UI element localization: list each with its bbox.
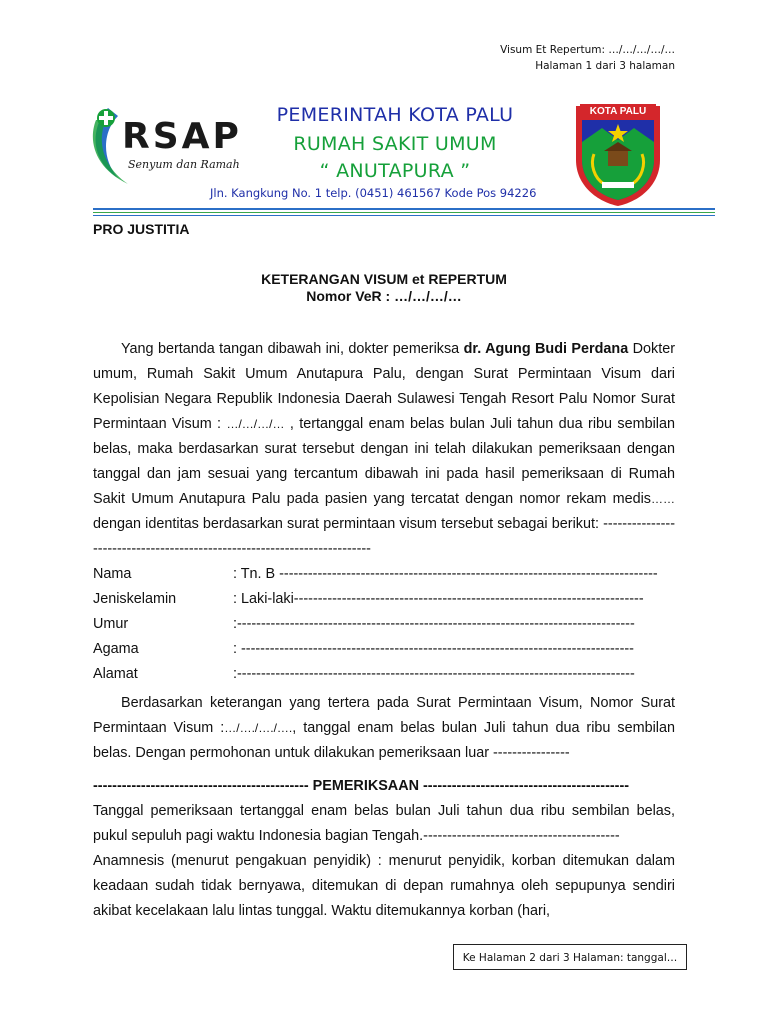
- header-rule-blue-thin: [93, 215, 715, 216]
- field-row-alamat: Alamat :-----------------------------------------------------------------------------------: [93, 666, 635, 682]
- document-title-block: [93, 271, 675, 305]
- page-info: Halaman 1 dari 3 halaman: [535, 60, 675, 72]
- doctor-name: dr. Agung Budi Perdana: [463, 341, 629, 357]
- hospital-address: Jln. Kangkung No. 1 telp. (0451) 461567 Kode Pos 94226: [210, 186, 537, 200]
- document-title: KETERANGAN VISUM et REPERTUM: [261, 271, 507, 287]
- rsap-logo-text: RSAP: [122, 116, 242, 157]
- field-row-nama: Nama : Tn. B -------------------------------------------------------------------------------: [93, 566, 658, 582]
- hospital-title: RUMAH SAKIT UMUM: [293, 133, 497, 155]
- section-heading-pemeriksaan: --------------------------------------------- PEMERIKSAAN -------------------------------------------: [93, 778, 630, 794]
- next-page-note: Ke Halaman 2 dari 3 Halaman: tanggal…: [453, 944, 687, 970]
- emblem-label: KOTA PALU: [589, 106, 647, 117]
- header-rule-green: [93, 212, 715, 213]
- document-header: [500, 42, 675, 74]
- field-row-jeniskelamin: Jeniskelamin : Laki-laki-------------------------------------------------------------------------: [93, 591, 644, 607]
- visum-reference: Visum Et Repertum: …/…/…/…/…: [500, 44, 675, 56]
- examination-date-paragraph: Tanggal pemeriksaan tertanggal enam belas bulan Juli tahun dua ribu sembilan belas, pukul sepuluh pagi waktu Indonesia bagian Tengah.-----------------------------------------: [93, 803, 675, 844]
- header-rule-blue: [93, 208, 715, 210]
- kota-palu-emblem: [572, 98, 664, 208]
- document-body: [93, 337, 675, 924]
- rsap-logo: [88, 98, 242, 190]
- document-number: Nomor VeR : …/…/…/…: [306, 288, 462, 304]
- pro-justitia-label: PRO JUSTITIA: [93, 221, 190, 237]
- government-title: PEMERINTAH KOTA PALU: [276, 104, 514, 126]
- rsap-logo-tagline: Senyum dan Ramah: [128, 158, 240, 171]
- anamnesis-paragraph: Anamnesis (menurut pengakuan penyidik) : menurut penyidik, korban ditemukan dalam keadaan sudah tidak bernyawa, ditemukan di depan rumahnya oleh sepupunya sendiri akibat kecelakaan lalu lintas tunggal. Waktu ditemukannya korban (hari,: [93, 853, 675, 919]
- field-row-agama: Agama : ----------------------------------------------------------------------------------: [93, 641, 634, 657]
- hospital-name: “ ANUTAPURA ”: [319, 160, 471, 182]
- request-paragraph: Berdasarkan keterangan yang tertera pada Surat Permintaan Visum, Nomor Surat Permintaan Visum :…/…./…./…., tanggal enam belas bulan Juli tahun dua ribu sembilan belas. Dengan permohonan untuk dilakukan pemeriksaan luar ----------------: [93, 695, 675, 761]
- opening-paragraph: Yang bertanda tangan dibawah ini, dokter pemeriksa dr. Agung Budi Perdana Dokter umum, Rumah Sakit Umum Anutapura Palu, dengan Surat Permintaan Visum dari Kepolisian Negara Republik Indonesia Daerah Sulawesi Tengah Resort Palu Nomor Surat Permintaan Visum : …/…/…/… , tertanggal enam belas bulan Juli tahun dua ribu sembilan belas, maka berdasarkan surat tersebut dengan ini telah dilakukan pemeriksaan dengan tanggal dan jam sesuai yang tercantum dibawah ini pada hasil pemeriksaan di Rumah Sakit Umum Anutapura Palu pada pasien yang tercatat dengan nomor rekam medis…… dengan identitas berdasarkan surat permintaan visum tersebut sebagai berikut: -------------------------------------------------------------------------: [93, 341, 676, 557]
- identity-fields: [93, 562, 675, 687]
- field-row-umur: Umur :-----------------------------------------------------------------------------------: [93, 616, 635, 632]
